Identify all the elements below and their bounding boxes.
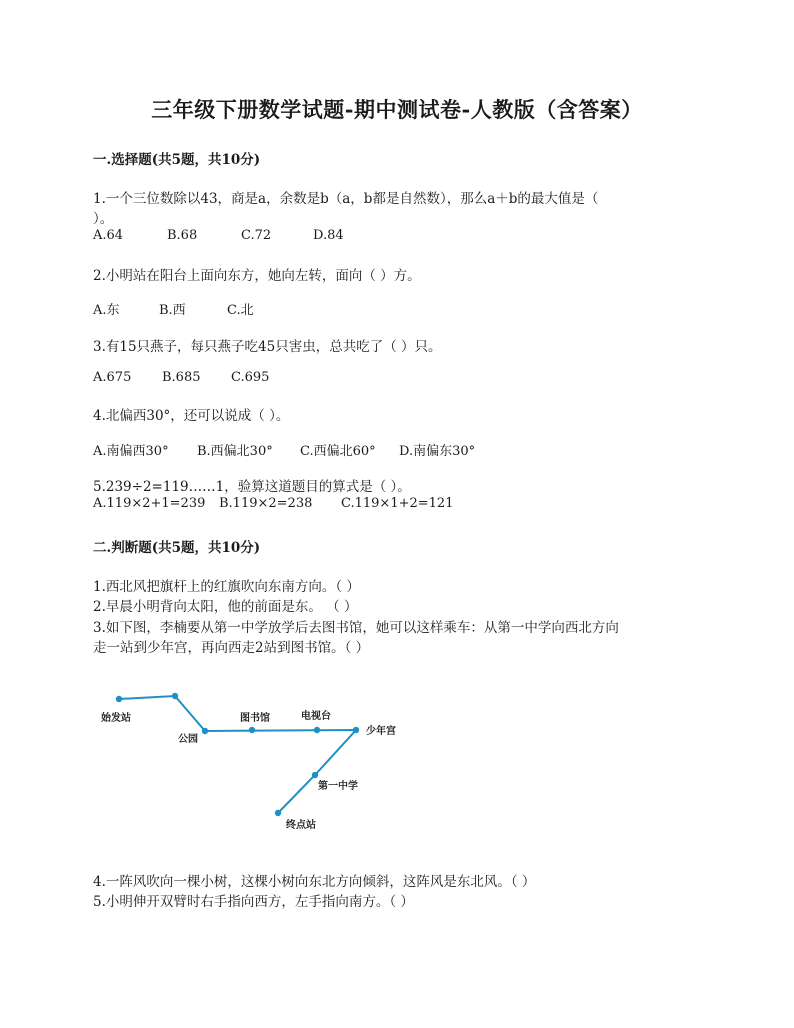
label-terminal: 终点站 [286,820,316,831]
option: B.685 [162,370,201,385]
option: A.南偏西30° [93,444,169,459]
option: C.695 [231,370,270,385]
option: B.119×2=238 [219,496,313,511]
station-dot-terminal [275,810,281,816]
station-dot-start [116,696,122,702]
label-youth-palace: 少年宫 [366,726,396,737]
label-start-station: 始发站 [101,713,131,724]
page-title: 三年级下册数学试题-期中测试卷-人教版（含答案） [151,97,643,122]
judgment-1: 1.西北风把旗杆上的红旗吹向东南方向。（ ） [93,579,360,595]
option: A.东 [93,303,120,318]
question-1-line-1: 1.一个三位数除以43，商是a，余数是b（a，b都是自然数），那么a＋b的最大值是（ [93,191,599,207]
label-library: 图书馆 [240,713,270,724]
label-tv-station: 电视台 [301,711,331,722]
option: B.西偏北30° [197,444,273,459]
option: A.675 [93,370,132,385]
question-5-text: 5.239÷2=119……1，验算这道题目的算式是（ ）。 [93,479,411,495]
station-dot-school [312,772,318,778]
question-1-line-2: ）。 [93,211,114,227]
option: C.72 [241,228,272,243]
option: D.84 [313,228,344,243]
question-4-text: 4.北偏西30°，还可以说成（ ）。 [93,408,290,424]
judgment-5: 5.小明伸开双臂时右手指向西方，左手指向南方。（ ） [93,894,414,910]
question-3-text: 3.有15只燕子，每只燕子吃45只害虫，总共吃了（ ）只。 [93,339,442,355]
option: B.68 [167,228,198,243]
question-2-text: 2.小明站在阳台上面向东方，她向左转，面向（ ）方。 [93,268,421,284]
option: C.北 [227,303,254,318]
section-2-heading: 二.判断题(共5题，共10分) [93,540,261,556]
option: C.119×1+2=121 [341,496,454,511]
station-dot-park [202,728,208,734]
judgment-4: 4.一阵风吹向一棵小树，这棵小树向东北方向倾斜，这阵风是东北风。（ ） [93,874,536,890]
option: B.西 [159,303,186,318]
option: A.64 [93,228,124,243]
judgment-2: 2.早晨小明背向太阳，他的前面是东。 （ ） [93,599,358,615]
label-park: 公园 [178,734,198,745]
station-dot-tv [314,727,320,733]
judgment-3-line-1: 3.如下图，李楠要从第一中学放学后去图书馆，她可以这样乘车：从第一中学向西北方向 [93,620,619,636]
label-school: 第一中学 [318,781,358,792]
section-1-heading: 一.选择题(共5题，共10分) [93,152,261,168]
option: D.南偏东30° [399,444,476,459]
judgment-3-line-2: 走一站到少年宫，再向西走2站到图书馆。（ ） [93,640,370,656]
station-dot-youth-palace [353,727,359,733]
option: A.119×2+1=239 [93,496,206,511]
station-dot-bend [172,693,178,699]
option: C.西偏北60° [300,444,376,459]
station-dot-library [249,727,255,733]
